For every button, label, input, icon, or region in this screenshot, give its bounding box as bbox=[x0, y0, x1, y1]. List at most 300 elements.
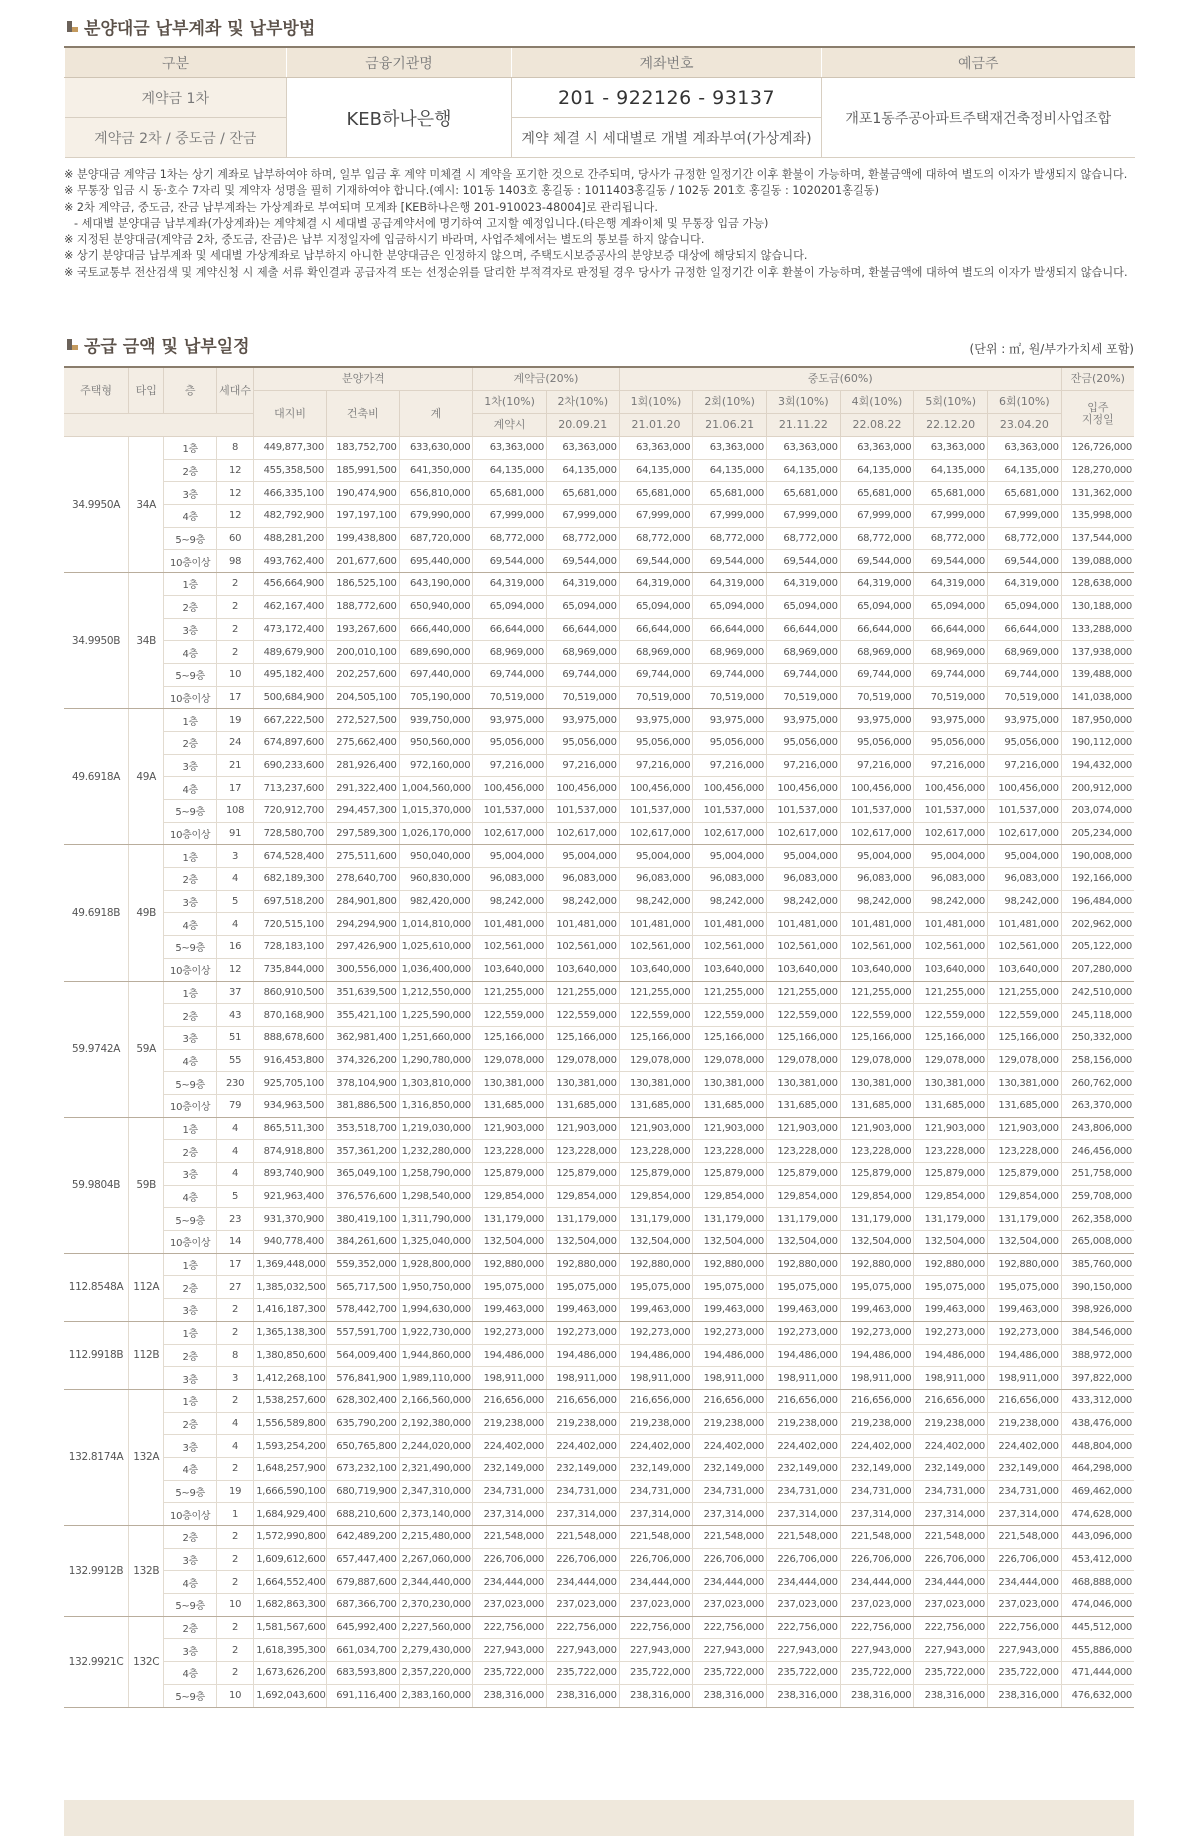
mid2-cell: 194,486,000 bbox=[693, 1344, 767, 1367]
balance-cell: 445,512,000 bbox=[1061, 1616, 1134, 1639]
mid5-cell: 98,242,000 bbox=[914, 890, 988, 913]
mid1-cell: 129,854,000 bbox=[619, 1185, 693, 1208]
units-cell: 19 bbox=[216, 1480, 253, 1503]
mid6-cell: 100,456,000 bbox=[988, 777, 1062, 800]
contract2-cell: 129,854,000 bbox=[546, 1185, 619, 1208]
floor-cell: 10층이상 bbox=[164, 686, 216, 709]
mid4-cell: 121,903,000 bbox=[840, 1117, 914, 1140]
land-price-cell: 940,778,400 bbox=[254, 1231, 327, 1254]
mid2-cell: 123,228,000 bbox=[693, 1140, 767, 1163]
header-m1-date: 21.01.20 bbox=[619, 414, 693, 437]
build-price-cell: 628,302,400 bbox=[326, 1389, 399, 1412]
build-price-cell: 559,352,000 bbox=[326, 1253, 399, 1276]
contract2-cell: 96,083,000 bbox=[546, 868, 619, 891]
units-cell: 79 bbox=[216, 1094, 253, 1117]
units-cell: 2 bbox=[216, 1389, 253, 1412]
contract1-cell: 125,166,000 bbox=[473, 1026, 547, 1049]
build-price-cell: 294,457,300 bbox=[326, 800, 399, 823]
total-price-cell: 1,922,730,000 bbox=[399, 1321, 473, 1344]
land-price-cell: 1,385,032,500 bbox=[254, 1276, 327, 1299]
contract2-cell: 125,166,000 bbox=[546, 1026, 619, 1049]
mid3-cell: 103,640,000 bbox=[766, 958, 840, 981]
mid3-cell: 234,444,000 bbox=[766, 1571, 840, 1594]
total-price-cell: 1,015,370,000 bbox=[399, 800, 473, 823]
balance-cell: 128,270,000 bbox=[1061, 459, 1134, 482]
build-price-cell: 557,591,700 bbox=[326, 1321, 399, 1344]
mid6-cell: 123,228,000 bbox=[988, 1140, 1062, 1163]
mid3-cell: 121,903,000 bbox=[766, 1117, 840, 1140]
land-price-cell: 455,358,500 bbox=[254, 459, 327, 482]
units-cell: 10 bbox=[216, 1684, 253, 1707]
section-title-account bbox=[67, 14, 315, 39]
mid5-cell: 63,363,000 bbox=[914, 437, 988, 460]
floor-cell: 3층 bbox=[164, 1367, 216, 1390]
mid2-cell: 64,319,000 bbox=[693, 573, 767, 596]
floor-cell: 1층 bbox=[164, 1389, 216, 1412]
build-price-cell: 635,790,200 bbox=[326, 1412, 399, 1435]
mid6-cell: 101,537,000 bbox=[988, 800, 1062, 823]
mid2-cell: 67,999,000 bbox=[693, 505, 767, 528]
units-cell: 12 bbox=[216, 482, 253, 505]
mid4-cell: 194,486,000 bbox=[840, 1344, 914, 1367]
mid2-cell: 221,548,000 bbox=[693, 1526, 767, 1549]
mid2-cell: 227,943,000 bbox=[693, 1639, 767, 1662]
mid4-cell: 234,444,000 bbox=[840, 1571, 914, 1594]
mid6-cell: 131,685,000 bbox=[988, 1094, 1062, 1117]
contract2-cell: 224,402,000 bbox=[546, 1435, 619, 1458]
mid1-cell: 198,911,000 bbox=[619, 1367, 693, 1390]
header-total: 계 bbox=[399, 391, 473, 437]
row-label-contract-1: 계약금 1차 bbox=[65, 78, 287, 118]
mid1-cell: 66,644,000 bbox=[619, 618, 693, 641]
balance-cell: 137,938,000 bbox=[1061, 641, 1134, 664]
mid1-cell: 67,999,000 bbox=[619, 505, 693, 528]
contract2-cell: 132,504,000 bbox=[546, 1231, 619, 1254]
floor-cell: 1층 bbox=[164, 1117, 216, 1140]
units-cell: 3 bbox=[216, 845, 253, 868]
table-row bbox=[64, 1004, 1134, 1027]
mid6-cell: 234,444,000 bbox=[988, 1571, 1062, 1594]
mid3-cell: 199,463,000 bbox=[766, 1299, 840, 1322]
mid1-cell: 235,722,000 bbox=[619, 1662, 693, 1685]
table-row bbox=[64, 777, 1134, 800]
mid4-cell: 195,075,000 bbox=[840, 1276, 914, 1299]
footer-band bbox=[64, 1800, 1134, 1836]
units-cell: 43 bbox=[216, 1004, 253, 1027]
contract2-cell: 121,255,000 bbox=[546, 981, 619, 1004]
mid6-cell: 67,999,000 bbox=[988, 505, 1062, 528]
mid4-cell: 234,731,000 bbox=[840, 1480, 914, 1503]
mid6-cell: 129,078,000 bbox=[988, 1049, 1062, 1072]
mid2-cell: 232,149,000 bbox=[693, 1457, 767, 1480]
mid4-cell: 125,879,000 bbox=[840, 1163, 914, 1186]
contract1-cell: 121,903,000 bbox=[473, 1117, 547, 1140]
mid3-cell: 232,149,000 bbox=[766, 1457, 840, 1480]
contract1-cell: 192,880,000 bbox=[473, 1253, 547, 1276]
mid4-cell: 63,363,000 bbox=[840, 437, 914, 460]
mid5-cell: 65,681,000 bbox=[914, 482, 988, 505]
mid1-cell: 238,316,000 bbox=[619, 1684, 693, 1707]
mid3-cell: 68,969,000 bbox=[766, 641, 840, 664]
contract2-cell: 227,943,000 bbox=[546, 1639, 619, 1662]
mid3-cell: 97,216,000 bbox=[766, 754, 840, 777]
mid2-cell: 98,242,000 bbox=[693, 890, 767, 913]
mid3-cell: 102,617,000 bbox=[766, 822, 840, 845]
floor-cell: 10층이상 bbox=[164, 958, 216, 981]
balance-cell: 135,998,000 bbox=[1061, 505, 1134, 528]
mid1-cell: 102,617,000 bbox=[619, 822, 693, 845]
header-build: 건축비 bbox=[326, 391, 399, 437]
price-table-body bbox=[64, 437, 1134, 1708]
contract2-cell: 198,911,000 bbox=[546, 1367, 619, 1390]
type-code-cell: 49A bbox=[129, 709, 164, 845]
mid2-cell: 95,056,000 bbox=[693, 731, 767, 754]
units-cell: 4 bbox=[216, 1412, 253, 1435]
mid2-cell: 131,685,000 bbox=[693, 1094, 767, 1117]
build-price-cell: 281,926,400 bbox=[326, 754, 399, 777]
mid5-cell: 122,559,000 bbox=[914, 1004, 988, 1027]
table-row bbox=[64, 958, 1134, 981]
mid1-cell: 192,273,000 bbox=[619, 1321, 693, 1344]
mid1-cell: 123,228,000 bbox=[619, 1140, 693, 1163]
mid5-cell: 195,075,000 bbox=[914, 1276, 988, 1299]
section-marker-icon bbox=[67, 21, 78, 32]
land-price-cell: 456,664,900 bbox=[254, 573, 327, 596]
balance-cell: 141,038,000 bbox=[1061, 686, 1134, 709]
mid1-cell: 68,969,000 bbox=[619, 641, 693, 664]
mid5-cell: 101,481,000 bbox=[914, 913, 988, 936]
mid6-cell: 93,975,000 bbox=[988, 709, 1062, 732]
header-m5: 5회(10%) bbox=[914, 391, 988, 414]
table-row bbox=[64, 663, 1134, 686]
build-price-cell: 673,232,100 bbox=[326, 1457, 399, 1480]
mid6-cell: 68,772,000 bbox=[988, 527, 1062, 550]
mid1-cell: 102,561,000 bbox=[619, 936, 693, 959]
total-price-cell: 633,630,000 bbox=[399, 437, 473, 460]
total-price-cell: 679,990,000 bbox=[399, 505, 473, 528]
contract2-cell: 100,456,000 bbox=[546, 777, 619, 800]
contract2-cell: 68,772,000 bbox=[546, 527, 619, 550]
total-price-cell: 641,350,000 bbox=[399, 459, 473, 482]
balance-cell: 433,312,000 bbox=[1061, 1389, 1134, 1412]
mid5-cell: 234,444,000 bbox=[914, 1571, 988, 1594]
table-row bbox=[64, 618, 1134, 641]
build-price-cell: 565,717,500 bbox=[326, 1276, 399, 1299]
mid1-cell: 226,706,000 bbox=[619, 1548, 693, 1571]
mid2-cell: 234,731,000 bbox=[693, 1480, 767, 1503]
mid2-cell: 121,255,000 bbox=[693, 981, 767, 1004]
contract2-cell: 122,559,000 bbox=[546, 1004, 619, 1027]
table-row bbox=[64, 890, 1134, 913]
table-row bbox=[64, 527, 1134, 550]
contract2-cell: 237,314,000 bbox=[546, 1503, 619, 1526]
table-row bbox=[64, 822, 1134, 845]
header-midterm: 중도금(60%) bbox=[619, 367, 1061, 391]
mid2-cell: 101,481,000 bbox=[693, 913, 767, 936]
mid1-cell: 237,314,000 bbox=[619, 1503, 693, 1526]
build-price-cell: 576,841,900 bbox=[326, 1367, 399, 1390]
mid5-cell: 121,903,000 bbox=[914, 1117, 988, 1140]
build-price-cell: 200,010,100 bbox=[326, 641, 399, 664]
contract2-cell: 216,656,000 bbox=[546, 1389, 619, 1412]
section-marker-icon bbox=[67, 339, 78, 350]
housing-type-cell: 49.6918A bbox=[64, 709, 129, 845]
mid3-cell: 129,078,000 bbox=[766, 1049, 840, 1072]
units-cell: 230 bbox=[216, 1072, 253, 1095]
floor-cell: 10층이상 bbox=[164, 822, 216, 845]
table-row bbox=[64, 1367, 1134, 1390]
build-price-cell: 376,576,600 bbox=[326, 1185, 399, 1208]
mid5-cell: 103,640,000 bbox=[914, 958, 988, 981]
type-code-cell: 49B bbox=[129, 845, 164, 981]
total-price-cell: 697,440,000 bbox=[399, 663, 473, 686]
land-price-cell: 874,918,800 bbox=[254, 1140, 327, 1163]
mid5-cell: 226,706,000 bbox=[914, 1548, 988, 1571]
land-price-cell: 482,792,900 bbox=[254, 505, 327, 528]
note-item: ※ 무통장 입금 시 동·호수 7자리 및 계약자 성명을 필히 기재하여야 합니다.(예시: 101동 1403호 홍길동 : 1011403홍길동 / 102동 201호 홍길동 : 1020201홍길동) bbox=[64, 184, 879, 198]
account-table bbox=[64, 46, 1135, 158]
units-cell: 91 bbox=[216, 822, 253, 845]
land-price-cell: 735,844,000 bbox=[254, 958, 327, 981]
table-row bbox=[64, 981, 1134, 1004]
floor-cell: 10층이상 bbox=[164, 1503, 216, 1526]
units-cell: 2 bbox=[216, 1571, 253, 1594]
units-cell: 4 bbox=[216, 1140, 253, 1163]
header-c1-date: 계약시 bbox=[473, 414, 547, 437]
mid2-cell: 100,456,000 bbox=[693, 777, 767, 800]
table-row bbox=[64, 1412, 1134, 1435]
contract2-cell: 97,216,000 bbox=[546, 754, 619, 777]
balance-cell: 259,708,000 bbox=[1061, 1185, 1134, 1208]
mid2-cell: 101,537,000 bbox=[693, 800, 767, 823]
land-price-cell: 1,609,612,600 bbox=[254, 1548, 327, 1571]
mid3-cell: 238,316,000 bbox=[766, 1684, 840, 1707]
mid6-cell: 216,656,000 bbox=[988, 1389, 1062, 1412]
contract1-cell: 100,456,000 bbox=[473, 777, 547, 800]
header-type: 주택형 bbox=[64, 367, 129, 414]
table-row bbox=[64, 1185, 1134, 1208]
balance-cell: 398,926,000 bbox=[1061, 1299, 1134, 1322]
floor-cell: 2층 bbox=[164, 595, 216, 618]
header-m4-date: 22.08.22 bbox=[840, 414, 914, 437]
table-row bbox=[64, 868, 1134, 891]
balance-cell: 192,166,000 bbox=[1061, 868, 1134, 891]
balance-cell: 385,760,000 bbox=[1061, 1253, 1134, 1276]
build-price-cell: 378,104,900 bbox=[326, 1072, 399, 1095]
mid2-cell: 68,969,000 bbox=[693, 641, 767, 664]
land-price-cell: 1,369,448,000 bbox=[254, 1253, 327, 1276]
floor-cell: 5~9층 bbox=[164, 800, 216, 823]
contract1-cell: 64,319,000 bbox=[473, 573, 547, 596]
mid1-cell: 64,319,000 bbox=[619, 573, 693, 596]
units-cell: 27 bbox=[216, 1276, 253, 1299]
mid3-cell: 93,975,000 bbox=[766, 709, 840, 732]
account-number: 201 - 922126 - 93137 bbox=[512, 78, 822, 118]
contract1-cell: 226,706,000 bbox=[473, 1548, 547, 1571]
balance-cell: 250,332,000 bbox=[1061, 1026, 1134, 1049]
mid4-cell: 238,316,000 bbox=[840, 1684, 914, 1707]
header-bank: 금융기관명 bbox=[287, 47, 512, 78]
note-item: - 세대별 분양대금 납부계좌(가상계좌)는 계약체결 시 세대별 공급계약서에 명기하여 고지할 예정입니다.(타은행 계좌이체 및 무통장 입금 가능) bbox=[74, 216, 769, 230]
mid6-cell: 64,135,000 bbox=[988, 459, 1062, 482]
mid2-cell: 121,903,000 bbox=[693, 1117, 767, 1140]
contract2-cell: 101,481,000 bbox=[546, 913, 619, 936]
mid3-cell: 121,255,000 bbox=[766, 981, 840, 1004]
mid4-cell: 125,166,000 bbox=[840, 1026, 914, 1049]
total-price-cell: 950,040,000 bbox=[399, 845, 473, 868]
balance-cell: 242,510,000 bbox=[1061, 981, 1134, 1004]
balance-cell: 205,234,000 bbox=[1061, 822, 1134, 845]
contract2-cell: 64,135,000 bbox=[546, 459, 619, 482]
housing-type-cell: 59.9742A bbox=[64, 981, 129, 1117]
mid2-cell: 192,273,000 bbox=[693, 1321, 767, 1344]
table-row bbox=[64, 1457, 1134, 1480]
land-price-cell: 921,963,400 bbox=[254, 1185, 327, 1208]
contract2-cell: 192,880,000 bbox=[546, 1253, 619, 1276]
floor-cell: 5~9층 bbox=[164, 1480, 216, 1503]
header-m1: 1회(10%) bbox=[619, 391, 693, 414]
land-price-cell: 713,237,600 bbox=[254, 777, 327, 800]
mid1-cell: 101,537,000 bbox=[619, 800, 693, 823]
contract1-cell: 129,078,000 bbox=[473, 1049, 547, 1072]
mid1-cell: 222,756,000 bbox=[619, 1616, 693, 1639]
land-price-cell: 720,912,700 bbox=[254, 800, 327, 823]
units-cell: 2 bbox=[216, 595, 253, 618]
mid1-cell: 68,772,000 bbox=[619, 527, 693, 550]
mid1-cell: 131,685,000 bbox=[619, 1094, 693, 1117]
bank-name: KEB하나은행 bbox=[287, 78, 512, 158]
build-price-cell: 294,294,900 bbox=[326, 913, 399, 936]
contract1-cell: 103,640,000 bbox=[473, 958, 547, 981]
balance-cell: 245,118,000 bbox=[1061, 1004, 1134, 1027]
housing-type-cell: 34.9950A bbox=[64, 437, 129, 573]
mid6-cell: 98,242,000 bbox=[988, 890, 1062, 913]
mid4-cell: 123,228,000 bbox=[840, 1140, 914, 1163]
mid3-cell: 226,706,000 bbox=[766, 1548, 840, 1571]
mid1-cell: 130,381,000 bbox=[619, 1072, 693, 1095]
build-price-cell: 374,326,200 bbox=[326, 1049, 399, 1072]
mid3-cell: 95,004,000 bbox=[766, 845, 840, 868]
land-price-cell: 489,679,900 bbox=[254, 641, 327, 664]
note-item: ※ 국토교통부 전산검색 및 계약신청 시 제출 서류 확인결과 공급자격 또는 선정순위를 달리한 부적격자로 판정될 경우 당사가 규정한 일정기간 이후 환불이 가능하며, 환불금액에 대하여 별도의 이자가 발생되지 않습니다. bbox=[64, 265, 1128, 279]
mid4-cell: 65,094,000 bbox=[840, 595, 914, 618]
mid3-cell: 64,135,000 bbox=[766, 459, 840, 482]
table-row bbox=[64, 731, 1134, 754]
housing-type-cell: 112.8548A bbox=[64, 1253, 129, 1321]
mid3-cell: 69,544,000 bbox=[766, 550, 840, 573]
mid1-cell: 199,463,000 bbox=[619, 1299, 693, 1322]
mid5-cell: 68,969,000 bbox=[914, 641, 988, 664]
mid5-cell: 198,911,000 bbox=[914, 1367, 988, 1390]
units-cell: 55 bbox=[216, 1049, 253, 1072]
contract1-cell: 192,273,000 bbox=[473, 1321, 547, 1344]
table-row bbox=[64, 1616, 1134, 1639]
mid4-cell: 131,685,000 bbox=[840, 1094, 914, 1117]
mid2-cell: 235,722,000 bbox=[693, 1662, 767, 1685]
mid4-cell: 98,242,000 bbox=[840, 890, 914, 913]
table-row bbox=[64, 550, 1134, 573]
land-price-cell: 1,618,395,300 bbox=[254, 1639, 327, 1662]
mid5-cell: 224,402,000 bbox=[914, 1435, 988, 1458]
contract1-cell: 101,481,000 bbox=[473, 913, 547, 936]
mid5-cell: 95,004,000 bbox=[914, 845, 988, 868]
floor-cell: 4층 bbox=[164, 1571, 216, 1594]
floor-cell: 10층이상 bbox=[164, 1231, 216, 1254]
contract1-cell: 65,094,000 bbox=[473, 595, 547, 618]
mid2-cell: 224,402,000 bbox=[693, 1435, 767, 1458]
floor-cell: 3층 bbox=[164, 618, 216, 641]
balance-cell: 474,046,000 bbox=[1061, 1594, 1134, 1617]
build-price-cell: 645,992,400 bbox=[326, 1616, 399, 1639]
mid4-cell: 95,056,000 bbox=[840, 731, 914, 754]
contract1-cell: 63,363,000 bbox=[473, 437, 547, 460]
table-row bbox=[64, 1163, 1134, 1186]
mid2-cell: 65,681,000 bbox=[693, 482, 767, 505]
build-price-cell: 357,361,200 bbox=[326, 1140, 399, 1163]
mid5-cell: 194,486,000 bbox=[914, 1344, 988, 1367]
contract1-cell: 68,969,000 bbox=[473, 641, 547, 664]
mid3-cell: 131,179,000 bbox=[766, 1208, 840, 1231]
units-cell: 10 bbox=[216, 663, 253, 686]
mid3-cell: 65,094,000 bbox=[766, 595, 840, 618]
table-row bbox=[64, 482, 1134, 505]
mid2-cell: 96,083,000 bbox=[693, 868, 767, 891]
table-row bbox=[64, 845, 1134, 868]
header-floor: 층 bbox=[164, 367, 216, 414]
mid6-cell: 102,617,000 bbox=[988, 822, 1062, 845]
table-row bbox=[64, 936, 1134, 959]
balance-cell: 137,544,000 bbox=[1061, 527, 1134, 550]
units-cell: 17 bbox=[216, 686, 253, 709]
mid5-cell: 132,504,000 bbox=[914, 1231, 988, 1254]
balance-cell: 474,628,000 bbox=[1061, 1503, 1134, 1526]
balance-cell: 246,456,000 bbox=[1061, 1140, 1134, 1163]
type-code-cell: 34A bbox=[129, 437, 164, 573]
mid5-cell: 199,463,000 bbox=[914, 1299, 988, 1322]
total-price-cell: 972,160,000 bbox=[399, 754, 473, 777]
mid4-cell: 93,975,000 bbox=[840, 709, 914, 732]
land-price-cell: 1,684,929,400 bbox=[254, 1503, 327, 1526]
balance-cell: 133,288,000 bbox=[1061, 618, 1134, 641]
build-price-cell: 362,981,400 bbox=[326, 1026, 399, 1049]
land-price-cell: 1,692,043,600 bbox=[254, 1684, 327, 1707]
mid4-cell: 68,772,000 bbox=[840, 527, 914, 550]
contract2-cell: 102,561,000 bbox=[546, 936, 619, 959]
total-price-cell: 939,750,000 bbox=[399, 709, 473, 732]
mid5-cell: 70,519,000 bbox=[914, 686, 988, 709]
contract1-cell: 238,316,000 bbox=[473, 1684, 547, 1707]
housing-type-cell: 132.9912B bbox=[64, 1526, 129, 1617]
type-code-cell: 112A bbox=[129, 1253, 164, 1321]
total-price-cell: 1,212,550,000 bbox=[399, 981, 473, 1004]
mid3-cell: 192,880,000 bbox=[766, 1253, 840, 1276]
floor-cell: 3층 bbox=[164, 1435, 216, 1458]
total-price-cell: 982,420,000 bbox=[399, 890, 473, 913]
mid1-cell: 69,544,000 bbox=[619, 550, 693, 573]
mid1-cell: 234,444,000 bbox=[619, 1571, 693, 1594]
build-price-cell: 687,366,700 bbox=[326, 1594, 399, 1617]
land-price-cell: 466,335,100 bbox=[254, 482, 327, 505]
mid4-cell: 232,149,000 bbox=[840, 1457, 914, 1480]
mid5-cell: 235,722,000 bbox=[914, 1662, 988, 1685]
mid1-cell: 96,083,000 bbox=[619, 868, 693, 891]
mid1-cell: 216,656,000 bbox=[619, 1389, 693, 1412]
land-price-cell: 1,593,254,200 bbox=[254, 1435, 327, 1458]
total-price-cell: 2,321,490,000 bbox=[399, 1457, 473, 1480]
mid5-cell: 123,228,000 bbox=[914, 1140, 988, 1163]
total-price-cell: 643,190,000 bbox=[399, 573, 473, 596]
mid2-cell: 69,544,000 bbox=[693, 550, 767, 573]
